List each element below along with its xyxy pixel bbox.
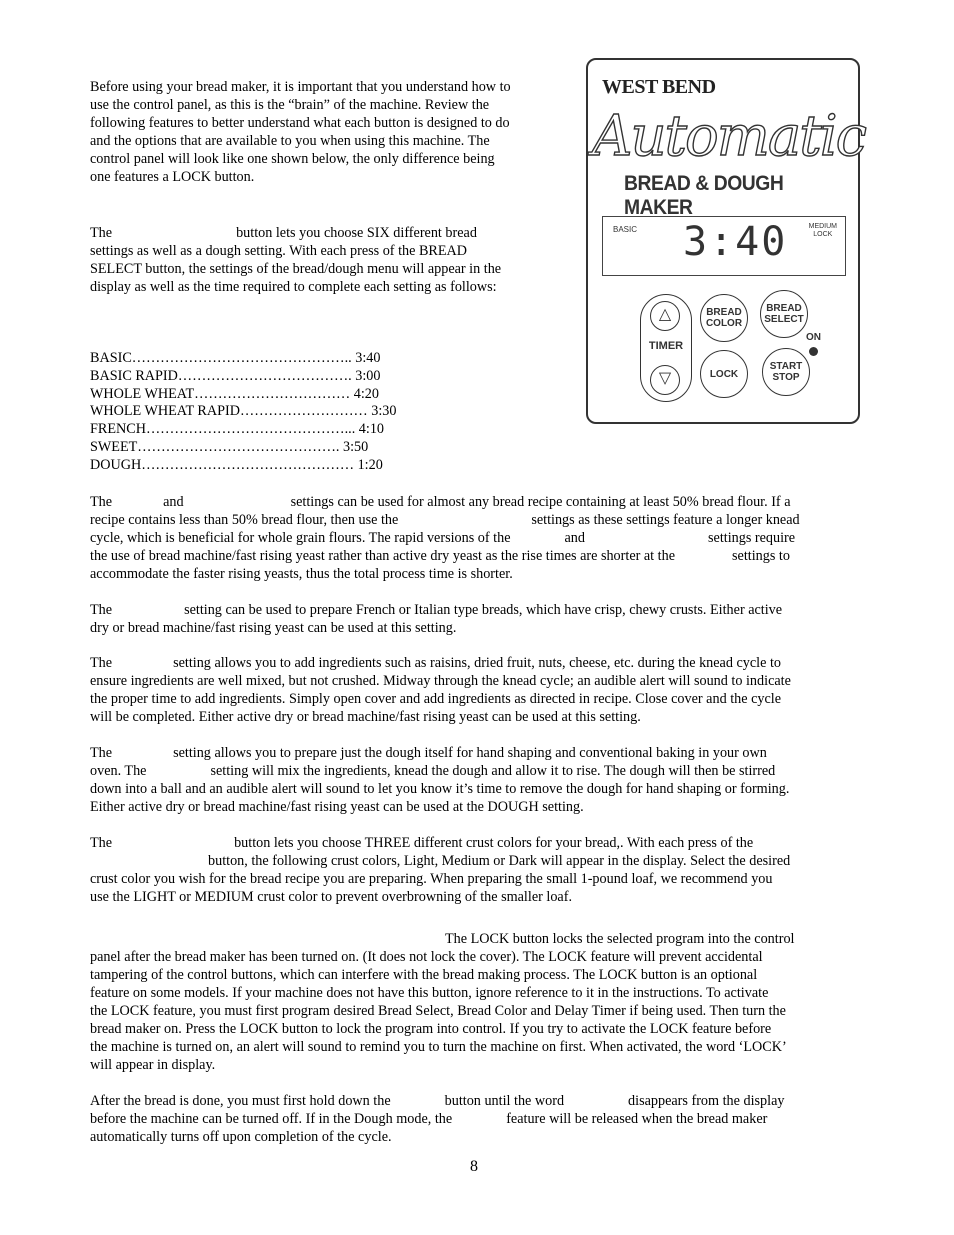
timer-label: TIMER [648, 340, 684, 352]
text-fragment: the use of bread machine/fast rising yeast rather than active dry yeast as the rise times are shorter at the [90, 548, 676, 564]
triangle-down-icon: ▽ [658, 370, 672, 387]
power-indicator-light [809, 347, 818, 356]
menu-item: BASIC……………………………………….. 3:40 [90, 350, 381, 366]
text-fragment: setting allows you to add ingredients such as raisins, dried fruit, nuts, cheese, etc. during the knead cycle to [173, 655, 781, 671]
text-fragment: panel after the bread maker has been turned on. (It does not lock the cover). The LOCK feature will prevent accidental [90, 949, 763, 965]
text-fragment: dry or bread machine/fast rising yeast can be used at this setting. [90, 620, 457, 636]
text-fragment: and [564, 530, 585, 546]
text-fragment: automatically turns off upon completion of the cycle. [90, 1129, 392, 1145]
button-label: START [769, 361, 803, 372]
text-fragment: Either active dry or bread machine/fast rising yeast can be used at the DOUGH setting. [90, 799, 584, 815]
bread-select-paragraph [90, 224, 501, 296]
intro-line: Before using your bread maker, it is important that you understand how to [90, 79, 511, 95]
display-crust-label: MEDIUM [808, 223, 837, 230]
bread-color-button[interactable] [700, 294, 748, 342]
sweet-paragraph [90, 654, 880, 726]
button-label: COLOR [705, 318, 743, 329]
text-fragment: before the machine can be turned off. If in the Dough mode, the [90, 1111, 453, 1127]
text-fragment: use the LIGHT or MEDIUM crust color to prevent overbrowning of the smaller loaf. [90, 889, 572, 905]
text-fragment: The LOCK button locks the selected program into the control [445, 931, 795, 947]
button-label: BREAD [766, 303, 802, 314]
timer-down-button[interactable] [650, 365, 680, 395]
intro-line: and the options that are available to you when using this machine. The [90, 133, 490, 149]
text-fragment: The [90, 655, 113, 671]
intro-line: following features to better understand what each button is designed to do [90, 115, 510, 131]
basic-wheat-paragraph [90, 493, 880, 583]
page-number: 8 [470, 1158, 478, 1175]
automatic-script-logo: Automatic [592, 104, 865, 169]
text-fragment: bread maker on. Press the LOCK button to lock the program into control. If you try to activate the LOCK feature before [90, 1021, 772, 1037]
dough-paragraph [90, 744, 880, 816]
on-label: ON [806, 332, 821, 343]
text-fragment: settings can be used for almost any bread recipe containing at least 50% bread flour. If a [290, 494, 791, 510]
release-paragraph [90, 1092, 880, 1146]
text-fragment: The [90, 835, 113, 851]
bread-select-button[interactable] [760, 290, 808, 338]
menu-item: DOUGH……………………………………… 1:20 [90, 456, 383, 473]
menu-item: WHOLE WHEAT RAPID……………………… 3:30 [90, 403, 397, 420]
bread-select-line: SELECT button, the settings of the bread/dough menu will appear in the [90, 261, 502, 277]
text-fragment: crust color you wish for the bread recipe you are preparing. When preparing the small 1-pound loaf, we recommend you [90, 871, 773, 887]
text-fragment: button, the following crust colors, Light, Medium or Dark will appear in the display. Select the desired [208, 853, 791, 869]
menu-item: WHOLE WHEAT…………………………… 4:20 [90, 385, 379, 402]
intro-line: one features a LOCK button. [90, 169, 255, 185]
timer-up-button[interactable] [650, 301, 680, 331]
text-fragment: tampering of the control buttons, which can interfere with the bread making process. The LOCK button is an optional [90, 967, 758, 983]
text-fragment: The [90, 745, 113, 761]
text-fragment: settings require [708, 530, 796, 546]
text-fragment: will appear in display. [90, 1057, 216, 1073]
text-fragment: feature on some models. If your machine does not have this button, ignore reference to it in the instructions. To activate [90, 985, 769, 1001]
text-fragment: the machine is turned on, an alert will sound to remind you to turn the machine on first. When activated, the word ‘LOCK’ [90, 1039, 787, 1055]
bread-select-line: display as well as the time required to complete each setting as follows: [90, 279, 497, 295]
text-fragment: accommodate the faster rising yeasts, thus the total process time is shorter. [90, 566, 513, 582]
menu-item: FRENCH……………………………………... 4:10 [90, 421, 385, 438]
button-label: STOP [772, 372, 800, 383]
text-fragment: The [90, 602, 113, 618]
intro-paragraph [90, 78, 511, 186]
text-fragment: The [90, 494, 113, 510]
button-label: SELECT [764, 314, 804, 325]
text-fragment: settings as these settings feature a longer knead [531, 512, 800, 528]
french-paragraph [90, 601, 880, 637]
brand-logo: WEST BEND [602, 76, 716, 98]
text-fragment: setting allows you to prepare just the dough itself for hand shaping and conventional baking in your own [173, 745, 767, 761]
text-fragment: and [163, 494, 184, 510]
text-fragment: will be completed. Either active dry or bread machine/fast rising yeast can be used at this setting. [90, 709, 641, 725]
bread-select-lead: The [90, 225, 113, 241]
lcd-display [602, 216, 846, 276]
menu-item: SWEET……………………………………. 3:50 [90, 438, 369, 455]
display-lock-label: LOCK [813, 231, 833, 238]
button-label: LOCK [709, 368, 739, 380]
lock-paragraph [90, 930, 880, 1074]
button-label: BREAD [706, 307, 742, 318]
control-panel-illustration [586, 58, 865, 424]
text-fragment: setting will mix the ingredients, knead the dough and allow it to rise. The dough will then be stirred [210, 763, 776, 779]
text-fragment: the proper time to add ingredients. Simply open cover and add ingredients as directed in recipe. Close cover and the cycle [90, 691, 782, 707]
timer-control [640, 294, 692, 402]
display-time: 3:40 [683, 219, 788, 265]
text-fragment: disappears from the display [628, 1093, 785, 1109]
bread-select-text: button lets you choose SIX different bread [236, 225, 477, 241]
text-fragment: ensure ingredients are well mixed, but not crushed. Midway through the knead cycle; an audible alert will sound to indicate [90, 673, 791, 689]
display-mode-right [809, 223, 837, 239]
text-fragment: feature will be released when the bread maker [506, 1111, 768, 1127]
intro-line: use the control panel, as this is the “brain” of the machine. Review the [90, 97, 490, 113]
text-fragment: button lets you choose THREE different crust colors for your bread,. With each press of the [234, 835, 754, 851]
display-mode-left: BASIC [613, 225, 638, 234]
text-fragment: oven. The [90, 763, 147, 779]
intro-line: control panel will look like one shown below, the only difference being [90, 151, 495, 167]
triangle-up-icon: △ [658, 306, 672, 323]
text-fragment: setting can be used to prepare French or Italian type breads, which have crisp, chewy crusts. Either active [184, 602, 783, 618]
lock-button[interactable] [700, 350, 748, 398]
text-fragment: cycle, which is beneficial for whole grain flours. The rapid versions of the [90, 530, 511, 546]
text-fragment: the LOCK feature, you must first program desired Bread Select, Bread Color and Delay Timer if being used. Then turn the [90, 1003, 786, 1019]
text-fragment: settings to [732, 548, 790, 564]
text-fragment: After the bread is done, you must first hold down the [90, 1093, 391, 1109]
text-fragment: down into a ball and an audible alert will sound to let you know it’s time to remove the dough for hand shaping or forming. [90, 781, 790, 797]
menu-item: BASIC RAPID………………………………. 3:00 [90, 367, 381, 384]
bread-select-line: settings as well as a dough setting. With each press of the BREAD [90, 243, 468, 259]
bread-color-paragraph [90, 834, 880, 906]
start-stop-button[interactable] [762, 348, 810, 396]
settings-menu-list [90, 350, 396, 475]
text-fragment: recipe contains less than 50% bread flour, then use the [90, 512, 399, 528]
text-fragment: button until the word [444, 1093, 565, 1109]
product-name: BREAD & DOUGH MAKER [624, 172, 784, 219]
